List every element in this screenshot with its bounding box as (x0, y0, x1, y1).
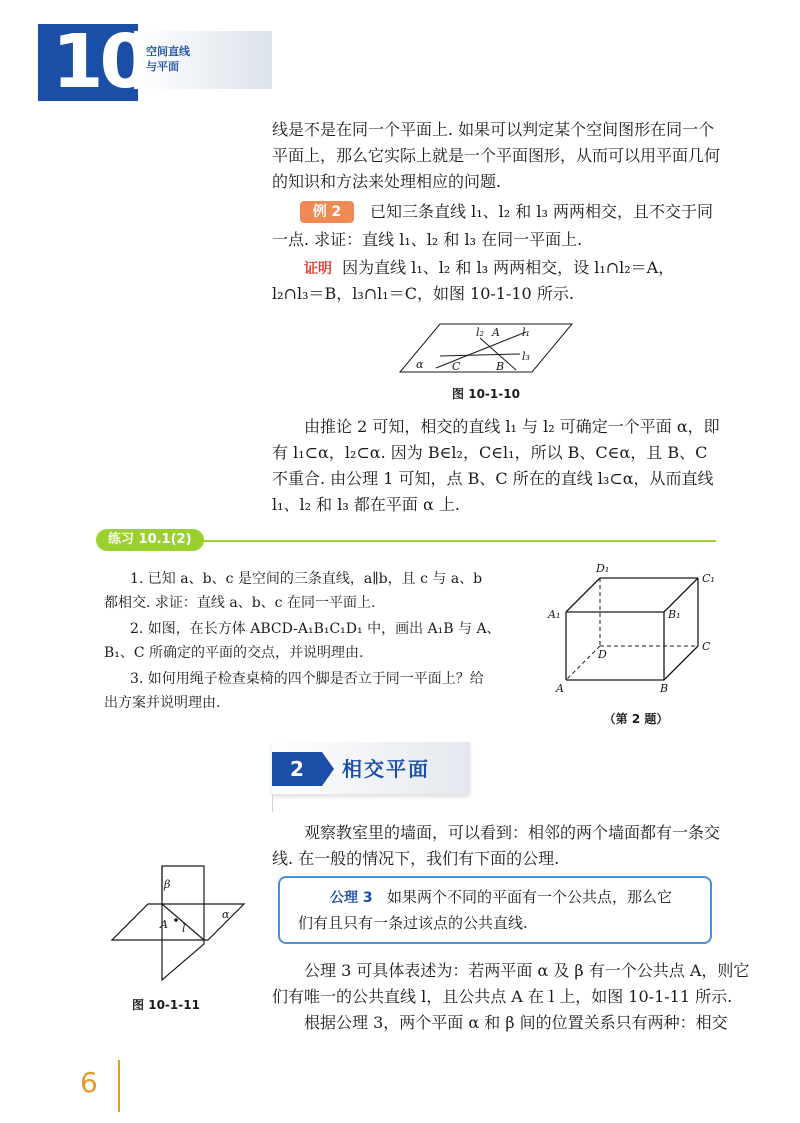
line-l3 (440, 354, 520, 356)
page-number-bar (118, 1060, 120, 1112)
axiom-line1 (330, 884, 672, 911)
intro-line3: 的知识和方法来处理相应的问题. (272, 172, 502, 191)
cube-label-C: C (702, 640, 711, 653)
proof-label: 证明 (304, 261, 332, 277)
cuboid-hidden-edges (566, 578, 698, 680)
example-badge: 例 2 (300, 201, 354, 223)
cube-label-B: B (660, 682, 669, 695)
example-line1: 已知三条直线 l₁、l₂ 和 l₃ 两两相交，且不交于同 (370, 202, 713, 221)
label-C: C (452, 360, 461, 373)
reasoning-line1: 由推论 2 可知，相交的直线 l₁ 与 l₂ 可确定一个平面 α，即 (304, 417, 720, 436)
section-divider (272, 794, 273, 812)
chapter-title (146, 44, 226, 74)
chapter-title-line1: 空间直线 (146, 45, 190, 58)
proof-line2: l₂∩l₃＝B，l₃∩l₁＝C，如图 10-1-10 所示. (272, 284, 574, 303)
reasoning-line2: 有 l₁⊂α，l₂⊂α. 因为 B∈l₂，C∈l₁，所以 B、C∈α，且 B、C (272, 443, 708, 462)
label-beta: β (164, 878, 171, 891)
cube-label-C1: C₁ (702, 572, 715, 585)
cube-label-D1: D₁ (596, 562, 610, 575)
cuboid-figure-caption: （第 2 题） (603, 712, 669, 726)
label-l2: l₂ (476, 326, 484, 339)
proof-text: 因为直线 l₁、l₂ 和 l₃ 两两相交，设 l₁∩l₂＝A， (342, 258, 675, 277)
axiom-label: 公理 3 (330, 890, 373, 906)
closing-line3: 根据公理 3，两个平面 α 和 β 间的位置关系只有两种：相交 (304, 1013, 728, 1032)
exercise-rule (200, 540, 716, 542)
label-l1: l₁ (522, 326, 530, 339)
label-l: l (182, 922, 186, 935)
section-para-line1: 观察教室里的墙面，可以看到：相邻的两个墙面都有一条交 (304, 823, 721, 842)
exercise-item3-line2: 出方案并说明理由. (104, 695, 221, 711)
exercise-item3-line1: 3. 如何用绳子检查桌椅的四个脚是否立于同一平面上？给 (130, 671, 484, 687)
section-arrow (322, 752, 334, 786)
label-B: B (496, 360, 505, 373)
axiom-line2: 们有且只有一条过该点的公共直线. (298, 914, 528, 932)
intro-line1: 线是不是在同一个平面上. 如果可以判定某个空间图形在同一个 (272, 120, 715, 139)
label-alpha: α (416, 358, 424, 371)
label-A: A (492, 326, 500, 339)
closing-line2: 们有唯一的公共直线 l，且公共点 A 在 l 上，如图 10-1-11 所示. (272, 987, 733, 1006)
cuboid-figure (546, 560, 722, 700)
label-alpha: α (222, 908, 230, 921)
figure-10-1-10 (396, 320, 576, 378)
exercise-item1-line1: 1. 已知 a、b、c 是空间的三条直线，a∥b，且 c 与 a、b (130, 571, 483, 587)
page-number: 6 (80, 1066, 98, 1099)
figure-10-1-11 (108, 860, 248, 986)
cube-label-A1: A₁ (548, 608, 561, 621)
chapter-title-line2: 与平面 (146, 60, 179, 73)
axiom-text: 如果两个不同的平面有一个公共点，那么它 (386, 888, 672, 906)
exercise-item2-line1: 2. 如图，在长方体 ABCD-A₁B₁C₁D₁ 中，画出 A₁B 与 A、 (130, 621, 501, 637)
proof-line1 (304, 255, 674, 282)
point-A (174, 918, 178, 922)
section-para-line2: 线. 在一般的情况下，我们有下面的公理. (272, 849, 560, 868)
exercise-item1-line2: 都相交. 求证：直线 a、b、c 在同一平面上. (104, 595, 376, 611)
reasoning-line3: 不重合. 由公理 1 可知，点 B、C 所在的直线 l₃⊂α，从而直线 (272, 469, 714, 488)
cube-label-D: D (598, 648, 607, 661)
cube-label-A: A (556, 682, 564, 695)
cube-label-B1: B₁ (668, 608, 681, 621)
reasoning-line4: l₁、l₂ 和 l₃ 都在平面 α 上. (272, 495, 460, 514)
exercise-label: 练习 10.1(2) (96, 529, 204, 551)
chapter-number: 10 (52, 19, 147, 105)
example-line2: 一点. 求证：直线 l₁、l₂ 和 l₃ 在同一平面上. (272, 230, 583, 249)
closing-line1: 公理 3 可具体表述为：若两平面 α 及 β 有一个公共点 A，则它 (304, 961, 750, 980)
figure-10-1-11-caption: 图 10-1-11 (132, 998, 200, 1012)
section-title: 相交平面 (342, 757, 430, 781)
label-A: A (160, 918, 168, 931)
section-number: 2 (272, 752, 322, 786)
intro-line2: 平面上，那么它实际上就是一个平面图形，从而可以用平面几何 (272, 146, 721, 165)
figure-10-1-10-caption: 图 10-1-10 (452, 387, 520, 401)
exercise-item2-line2: B₁、C 所确定的平面的交点，并说明理由. (104, 645, 364, 661)
label-l3: l₃ (522, 350, 530, 363)
cuboid-solid-edges (566, 578, 698, 680)
